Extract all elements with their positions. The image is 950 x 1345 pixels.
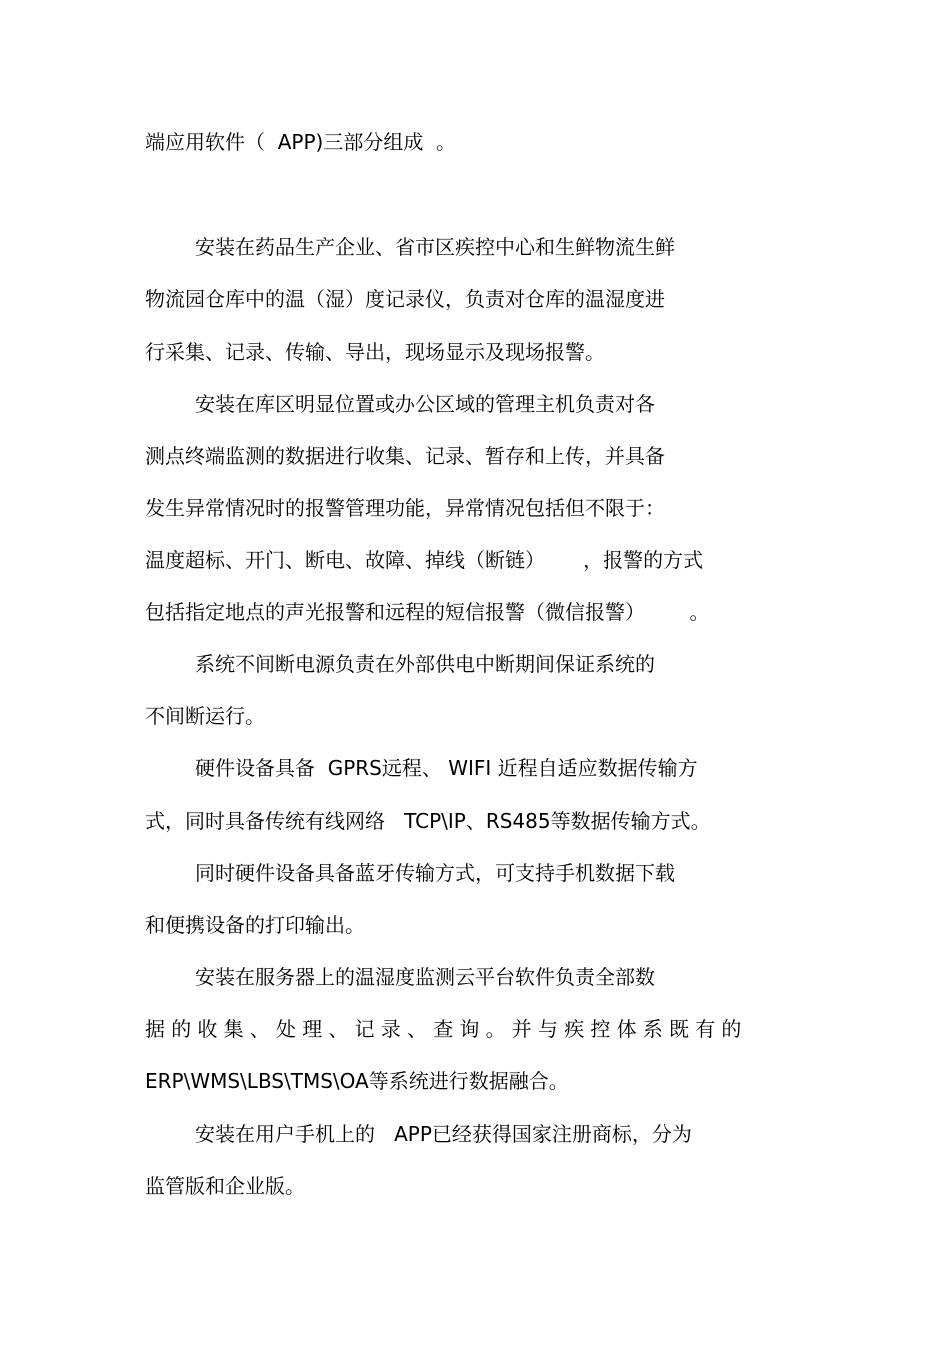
text-line: 安装在服务器上的温湿度监测云平台软件负责全部数	[195, 965, 655, 989]
text-line: 式，同时具备传统有线网络 TCP\IP、RS485等数据传输方式。	[145, 809, 711, 833]
text-line: 温度超标、开门、断电、故障、掉线（断链） ，报警的方式	[145, 548, 704, 572]
text-line: 行采集、记录、传输、导出，现场显示及现场报警。	[145, 340, 605, 364]
text-line: 同时硬件设备具备蓝牙传输方式，可支持手机数据下载	[195, 861, 675, 885]
text-line: 硬件设备具备 GPRS远程、 WIFI 近程自适应数据传输方	[195, 756, 698, 780]
text-line: 端应用软件（ APP)三部分组成 。	[145, 130, 457, 154]
text-line: 不间断运行。	[145, 704, 265, 728]
text-line: 安装在库区明显位置或办公区域的管理主机负责对各	[195, 392, 655, 416]
text-line: 和便携设备的打印输出。	[145, 913, 365, 937]
text-line: 系统不间断电源负责在外部供电中断期间保证系统的	[195, 652, 655, 676]
text-line: 测点终端监测的数据进行收集、记录、暂存和上传，并具备	[145, 444, 665, 468]
text-line: 据的收集、处理、记录、查询。并与疾控体系既有的	[145, 1017, 748, 1041]
text-line: 物流园仓库中的温（湿）度记录仪，负责对仓库的温湿度进	[145, 287, 665, 311]
text-line: ERP\WMS\LBS\TMS\OA等系统进行数据融合。	[145, 1069, 569, 1093]
text-line: 监管版和企业版。	[145, 1174, 305, 1198]
text-line: 安装在用户手机上的 APP已经获得国家注册商标，分为	[195, 1122, 692, 1146]
text-line: 发生异常情况时的报警管理功能，异常情况包括但不限于：	[145, 496, 665, 520]
text-line: 包括指定地点的声光报警和远程的短信报警（微信报警） 。	[145, 600, 710, 624]
text-line: 安装在药品生产企业、省市区疾控中心和生鲜物流生鲜	[195, 235, 675, 259]
